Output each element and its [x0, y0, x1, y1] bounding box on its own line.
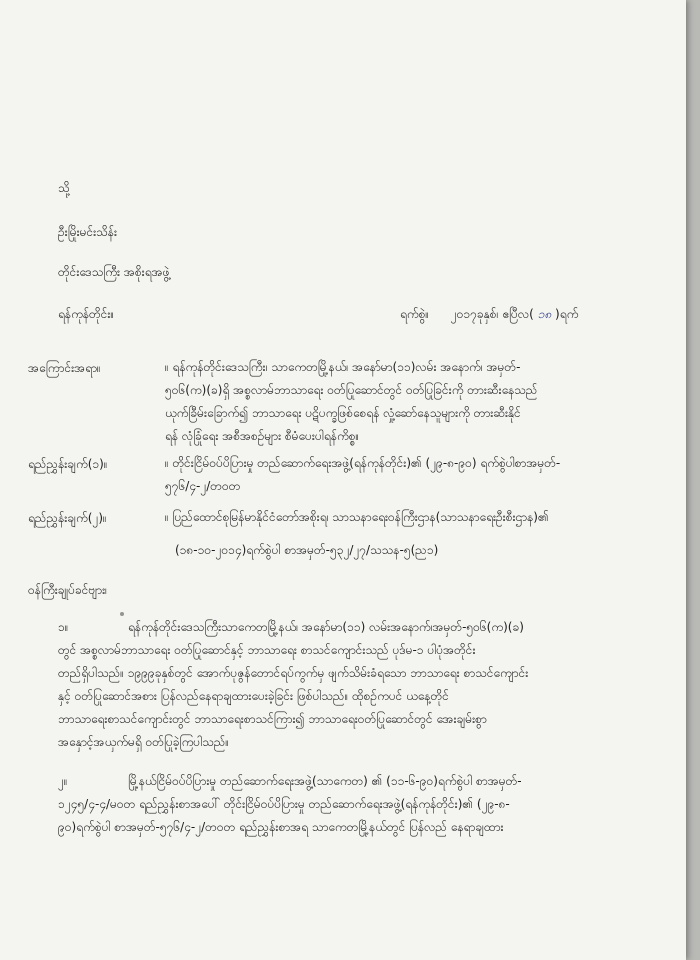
subject-line: ယုက်ခြီမ်းခြောက်၍ ဘာသာရေး ပဋိပက္ခဖြစ်စေရန် လှုံ့ဆော်နေသူများကို တားဆီးနိုင် [165, 406, 521, 420]
date-suffix: )ရက် [555, 307, 579, 321]
paragraph-line: ၁၂၄၅/၄-၄/မဝတ ရည်ညွှန်းစာအပေါ် တိုင်းငြိမ်ဝပ်ပိပြားမှု တည်ဆောက်ရေးအဖွဲ့(ရန်ကုန်တိုင်း)၏ (၂၉-၈- [58, 797, 510, 811]
paragraph-number: ၂။ [58, 774, 68, 788]
date-line [400, 306, 578, 324]
subject-line: ။ ရန်ကုန်တိုင်းဒေသကြီး၊ သာကေတမြို့နယ်၊ အနော်မာ(၁၁)လမ်း အနောက်၊ အမှတ်- [165, 360, 521, 374]
recipient-name: ဦးမြိုးမင်းသိန်း [58, 225, 118, 239]
greeting: ဝန်ကြီးချုပ်ခင်ဗျား၊ [28, 583, 108, 597]
reference-2-text [165, 506, 665, 562]
subject-text [165, 356, 665, 448]
recipient-city: ရန်ကုန်တိုင်း။ [58, 307, 115, 321]
paragraph-line: တွင် အစ္စလာမ်ဘာသာရေး ဝတ်ပြုဆောင်နှင့် ဘာသာရေး စာသင်ကျောင်းသည် ပုဒ်မ-၁ ပါပုံအတိုင်း [58, 643, 476, 657]
reference-line: ။ ပြည်ထောင်စုမြန်မာနိုင်ငံတော်အစိုးရ၊ သာသနာရေးဝန်ကြီးဌာန(သာသနာရေးဦးစီးဌာန)၏ [165, 510, 549, 524]
recipient-to: သို့ [58, 181, 70, 195]
paragraph-line: မြို့နယ်ငြိမ်ဝပ်ပိပြားမှု တည်ဆောက်ရေးအဖွဲ့(သာကေတ) ၏ (၁၁-၆-၉၀)ရက်စွဲပါ စာအမှတ်- [128, 774, 522, 788]
paragraph-line: တည်ရှိပါသည်။ ၁၉၉၉ခုနှစ်တွင် အောက်ပုဇွန်တောင်ရပ်ကွက်မှ ဖျက်သိမ်းခံရသော ဘာသာရေး စာသင်ကျောင်း [58, 666, 529, 680]
paragraph-1 [58, 616, 668, 754]
reference-1-label: ရည်ညွှန်းချက်(၁)။ [28, 457, 108, 471]
paragraph-line: ဘာသာရေးစာသင်ကျောင်းတွင် ဘာသာရေးစာသင်ကြား၍ ဘာသာရေးဝတ်ပြုဆောင်တွင် အေးချမ်းစွာ [58, 712, 487, 726]
subject-line: ၅၀၆(က)(ခ)ရှိ အစ္စလာမ်ဘာသာရေး ဝတ်ပြုဆောင်တွင် ဝတ်ပြုခြင်းကို တားဆီးနေသည် [165, 383, 538, 397]
paragraph-2 [58, 770, 668, 839]
paragraph-line: နှင့် ဝတ်ပြုဆောင်အစား ပြန်လည်နေရာချထားပေးခဲ့ခြင်း ဖြစ်ပါသည်။ ထိုစဉ်ကပင် ယနေ့တိုင် [58, 689, 449, 703]
subject-line: ရန် လုံခြုံရေး အစီအစဉ်များ စီမံပေးပါရန်ကိစ္စ။ [165, 429, 360, 443]
recipient-department: တိုင်းဒေသကြီး အစိုးရအဖွဲ့ [58, 265, 170, 279]
subject-label: အကြောင်းအရာ။ [28, 361, 101, 375]
date-value: ၂၀၁၇ခုနှစ်၊ ဧပြီလ( [450, 307, 534, 321]
paper-speck [120, 612, 124, 616]
paragraph-line: ရန်ကုန်တိုင်းဒေသကြီးသာကေတမြို့နယ်၊ အနော်မာ(၁၁) လမ်းအနောက်၊အမှတ်-၅၀၆(က)(ခ) [128, 620, 524, 634]
paragraph-line: ၉၀)ရက်စွဲပါ စာအမှတ်-၅၇၆/၄-၂/တဝတ ရည်ညွှန်းစာအရ သာကေတမြို့နယ်တွင် ပြန်လည် နေရာချထား [58, 820, 504, 834]
reference-line: ၅၇၆/၄-၂/တဝတ [165, 479, 241, 493]
reference-line: (၁၈-၁၀-၂၀၁၄)ရက်စွဲပါ စာအမှတ်-၅၃၂/၂၇/သသန-၅(ည၁) [175, 543, 439, 557]
date-label: ရက်စွဲ။ [400, 307, 430, 321]
paragraph-line: အနှောင့်အယှက်မရှိ ဝတ်ပြုခဲ့ကြပါသည်။ [58, 735, 230, 749]
paragraph-number: ၁။ [58, 620, 69, 634]
reference-2-label: ရည်ညွှန်းချက်(၂)။ [28, 511, 107, 525]
date-day-handwritten: ၁၈ [537, 307, 552, 321]
reference-line: ။ တိုင်းငြိမ်ဝပ်ပိပြားမှု တည်ဆောက်ရေးအဖွဲ့(ရန်ကုန်တိုင်း)၏ (၂၉-၈-၉၀) ရက်စွဲပါစာအမှတ်- [165, 456, 561, 470]
reference-1-text [165, 452, 665, 498]
